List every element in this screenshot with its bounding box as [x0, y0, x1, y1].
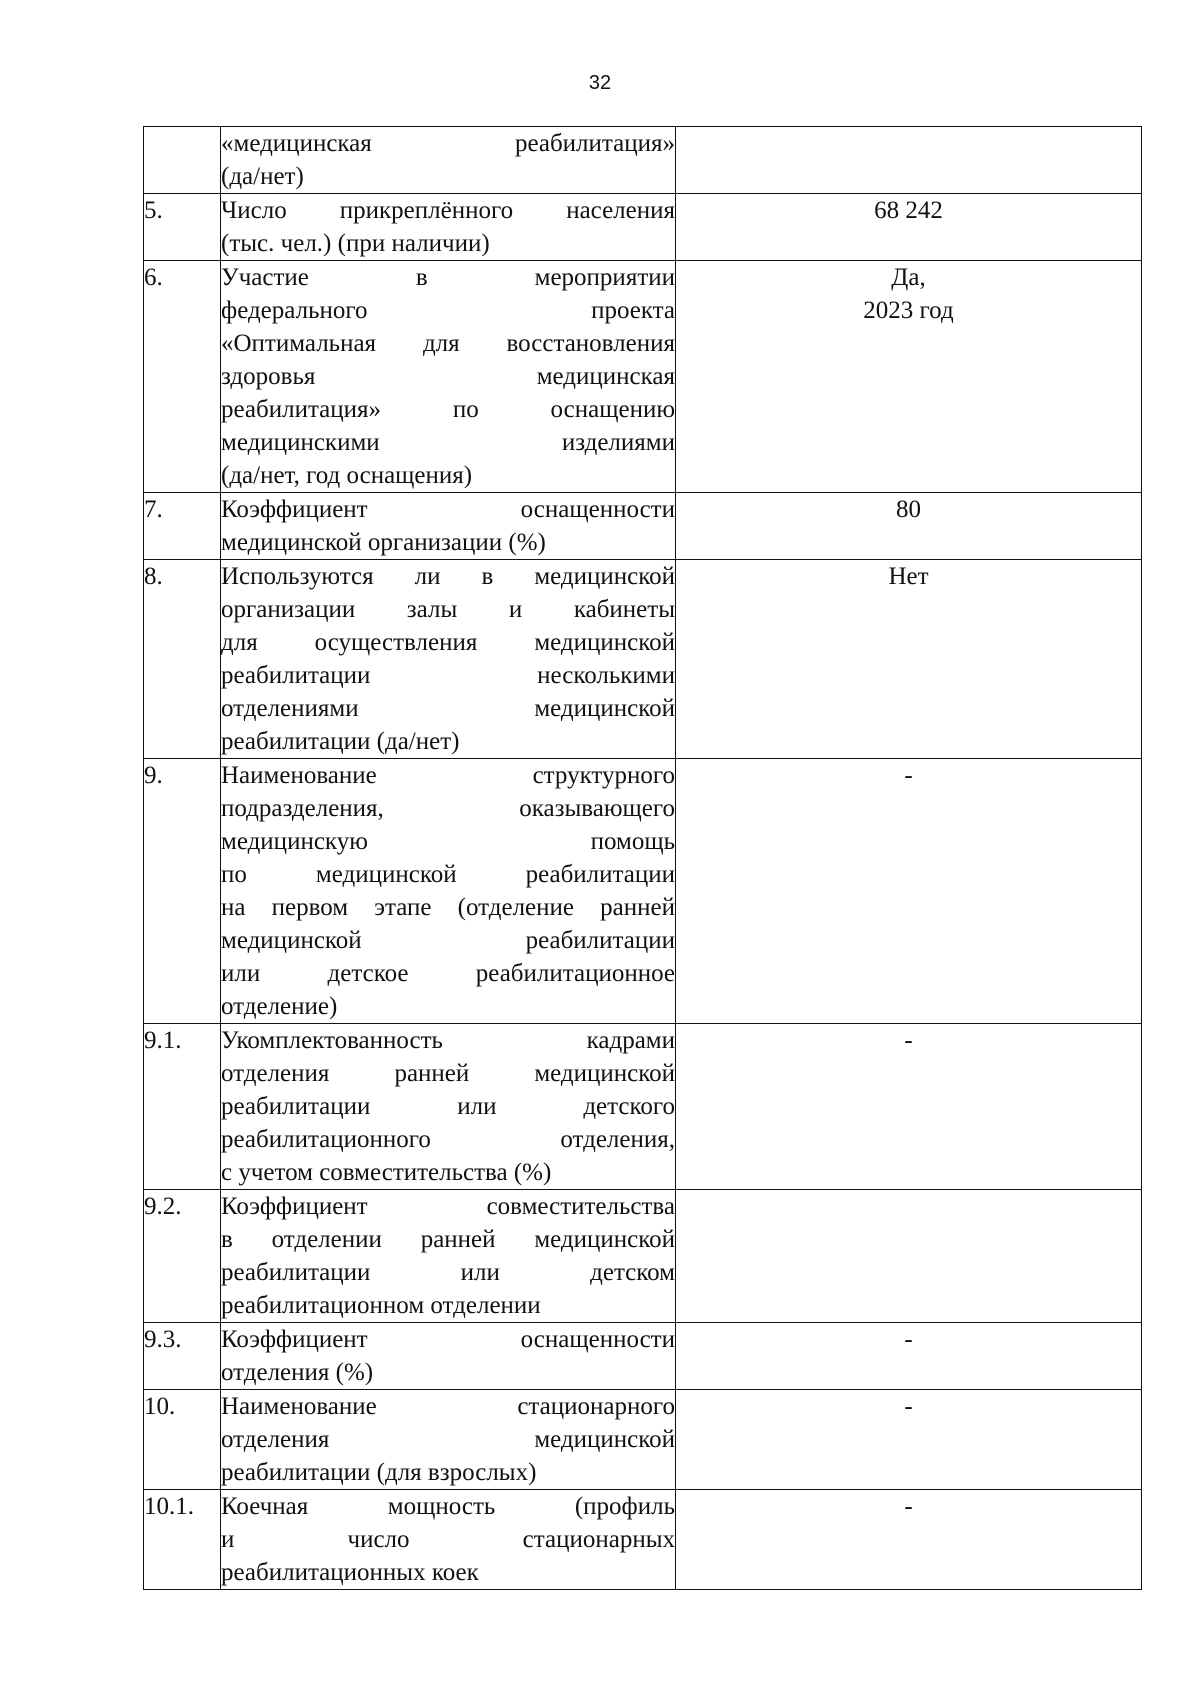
row-number: 9.1.	[144, 1024, 221, 1190]
page-number: 32	[588, 72, 612, 94]
row-value	[676, 194, 1142, 261]
description-line: «Оптимальная для восстановления	[221, 330, 675, 357]
description-line: реабилитации (для взрослых)	[221, 1459, 537, 1486]
description-line: Наименование структурного	[221, 762, 675, 789]
description-line: Наименование стационарного	[221, 1393, 675, 1420]
row-number: 9.2.	[144, 1190, 221, 1323]
row-description	[221, 1490, 676, 1590]
description-line: или детское реабилитационное	[221, 960, 675, 987]
row-description	[221, 1024, 676, 1190]
description-line: (тыс. чел.) (при наличии)	[221, 230, 490, 257]
description-line: по медицинской реабилитации	[221, 861, 675, 888]
description-line: Коэффициент оснащенности	[221, 1326, 675, 1353]
row-description	[221, 194, 676, 261]
row-description	[221, 127, 676, 194]
table-row	[144, 194, 1142, 261]
table-row	[144, 1190, 1142, 1323]
row-number	[144, 127, 221, 194]
row-number: 8.	[144, 560, 221, 759]
row-number: 7.	[144, 493, 221, 560]
row-number: 6.	[144, 261, 221, 493]
row-value	[676, 560, 1142, 759]
description-line: (да/нет)	[221, 163, 304, 190]
row-value	[676, 1323, 1142, 1390]
description-line: Укомплектованность кадрами	[221, 1027, 675, 1054]
description-line: с учетом совместительства (%)	[221, 1159, 552, 1186]
row-value	[676, 127, 1142, 194]
row-value	[676, 759, 1142, 1024]
table-row	[144, 1024, 1142, 1190]
row-value	[676, 1190, 1142, 1323]
description-line: отделениями медицинской	[221, 695, 675, 722]
value-line: 68 242	[874, 197, 943, 224]
row-number: 9.3.	[144, 1323, 221, 1390]
description-line: Коэффициент совместительства	[221, 1193, 675, 1220]
value-line: -	[904, 1493, 913, 1520]
row-description	[221, 261, 676, 493]
row-number: 5.	[144, 194, 221, 261]
description-line: организации залы и кабинеты	[221, 596, 675, 623]
row-value	[676, 493, 1142, 560]
description-line: «медицинская реабилитация»	[221, 130, 675, 157]
description-line: медицинской организации (%)	[221, 529, 546, 556]
table-row	[144, 1323, 1142, 1390]
description-line: в отделении ранней медицинской	[221, 1226, 675, 1253]
description-line: Используются ли в медицинской	[221, 563, 675, 590]
table-row	[144, 1390, 1142, 1490]
description-line: реабилитации (да/нет)	[221, 728, 460, 755]
description-line: и число стационарных	[221, 1526, 675, 1553]
table-row	[144, 1490, 1142, 1590]
row-value	[676, 1490, 1142, 1590]
row-description	[221, 1190, 676, 1323]
value-line: 80	[896, 496, 921, 523]
row-value	[676, 1024, 1142, 1190]
description-line: отделения (%)	[221, 1359, 374, 1386]
description-line: Число прикреплённого населения	[221, 197, 675, 224]
description-line: федерального проекта	[221, 297, 675, 324]
table-body	[144, 127, 1142, 1590]
row-description	[221, 1390, 676, 1490]
row-number: 9.	[144, 759, 221, 1024]
description-line: здоровья медицинская	[221, 363, 675, 390]
table-row	[144, 560, 1142, 759]
description-line: реабилитации несколькими	[221, 662, 675, 689]
description-line: для осуществления медицинской	[221, 629, 675, 656]
value-line: Нет	[888, 563, 929, 590]
description-line: Коечная мощность (профиль	[221, 1493, 675, 1520]
row-value	[676, 261, 1142, 493]
description-line: медицинской реабилитации	[221, 927, 675, 954]
row-description	[221, 493, 676, 560]
value-line: -	[904, 1393, 913, 1420]
description-line: реабилитация» по оснащению	[221, 396, 675, 423]
value-line: -	[904, 1326, 913, 1353]
value-line: -	[904, 1027, 913, 1054]
description-line: медицинскую помощь	[221, 828, 675, 855]
description-line: на первом этапе (отделение ранней	[221, 894, 675, 921]
description-line: реабилитации или детского	[221, 1093, 675, 1120]
table-row	[144, 493, 1142, 560]
row-number: 10.1.	[144, 1490, 221, 1590]
table-row	[144, 127, 1142, 194]
description-line: отделения ранней медицинской	[221, 1060, 675, 1087]
description-line: реабилитационного отделения,	[221, 1126, 675, 1153]
description-line: (да/нет, год оснащения)	[221, 462, 473, 489]
value-line: -	[904, 762, 913, 789]
value-line: Да,	[891, 264, 926, 291]
row-description	[221, 1323, 676, 1390]
table-row	[144, 759, 1142, 1024]
description-line: отделения медицинской	[221, 1426, 675, 1453]
row-description	[221, 560, 676, 759]
description-line: Коэффициент оснащенности	[221, 496, 675, 523]
description-line: отделение)	[221, 993, 338, 1020]
row-number: 10.	[144, 1390, 221, 1490]
row-description	[221, 759, 676, 1024]
description-line: медицинскими изделиями	[221, 429, 675, 456]
description-line: Участие в мероприятии	[221, 264, 675, 291]
data-table	[143, 126, 1142, 1590]
description-line: подразделения, оказывающего	[221, 795, 675, 822]
table-row	[144, 261, 1142, 493]
value-line: 2023 год	[863, 297, 954, 324]
row-value	[676, 1390, 1142, 1490]
description-line: реабилитации или детском	[221, 1259, 675, 1286]
description-line: реабилитационном отделении	[221, 1292, 541, 1319]
description-line: реабилитационных коек	[221, 1559, 479, 1586]
